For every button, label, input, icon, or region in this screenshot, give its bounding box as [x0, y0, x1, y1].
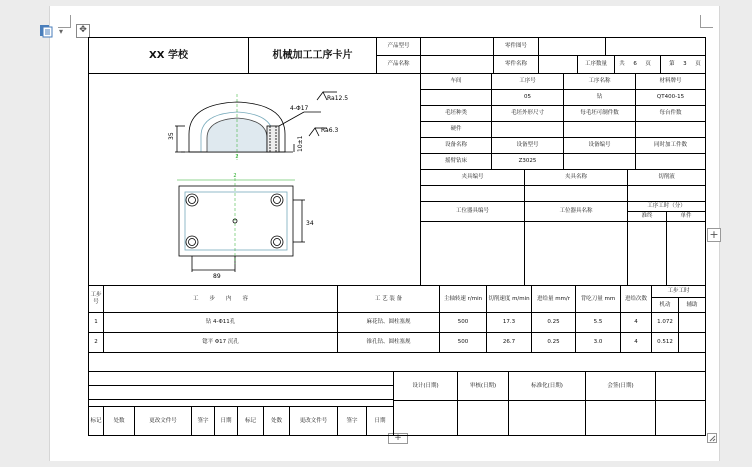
parts-per-blank-label: 每毛坯可制件数: [563, 105, 636, 122]
dim-holes-text: 4-Φ17: [290, 105, 309, 112]
roughness-1-text: Ra12.5: [327, 95, 349, 102]
page-label: 第: [669, 61, 675, 68]
cut-speed-header: 切削速度 m/min: [486, 285, 532, 313]
school-name: XX 学校: [88, 37, 249, 74]
total-label: 共: [619, 61, 625, 68]
step-no-header: 工步号: [88, 285, 104, 313]
op-no-label: 工序号: [491, 73, 564, 90]
blank-type-label: 毛坯种类: [420, 105, 492, 122]
date-label: 日期: [214, 406, 238, 436]
station-tool-no-value[interactable]: [420, 221, 525, 286]
sign-label: 签字: [337, 406, 367, 436]
design-label: 设计(日期): [393, 371, 458, 401]
part-name-value[interactable]: [538, 55, 578, 74]
step-machine-time[interactable]: 1.072: [651, 312, 679, 333]
empty-step-row[interactable]: [88, 352, 706, 372]
step-content[interactable]: 钻 4-Φ11孔: [103, 312, 338, 333]
standard-sign-cell[interactable]: [508, 400, 586, 436]
add-row-icon[interactable]: +: [388, 433, 408, 444]
svg-text:2: 2: [235, 154, 239, 160]
process-count-label: 工序数量: [577, 55, 615, 74]
depth-header: 背吃刀量 mm: [575, 285, 621, 313]
station-tool-name-value[interactable]: [524, 221, 628, 286]
simul-parts-value[interactable]: [635, 153, 706, 170]
step-depth[interactable]: 5.5: [575, 312, 621, 333]
unit-time-label: 单件: [666, 211, 706, 222]
step-equipment[interactable]: 麻花钻、圆柱塞规: [337, 312, 440, 333]
blank-size-label: 毛坯外形尺寸: [491, 105, 564, 122]
footer-blank-row: [88, 371, 394, 386]
fixture-no-label: 夹具编号: [420, 169, 525, 186]
product-name-value[interactable]: [420, 55, 494, 74]
step-no: 1: [88, 312, 104, 333]
step-time-header: 工步工时: [651, 285, 706, 298]
unit-time-value[interactable]: [666, 221, 706, 286]
op-name-value[interactable]: 钻: [563, 89, 636, 106]
drill-press-model[interactable]: Z3025: [491, 153, 564, 170]
product-name-label: 产品名称: [376, 55, 421, 74]
step-aux-time[interactable]: [678, 332, 706, 353]
card-title: 机械加工工序卡片: [248, 37, 377, 74]
equipment-header: 工 艺 装 备: [337, 285, 440, 313]
parts-per-blank-value[interactable]: [563, 121, 636, 138]
step-feed[interactable]: 0.25: [531, 312, 576, 333]
standard-label: 标准化(日期): [508, 371, 586, 401]
table-resize-icon[interactable]: [707, 433, 717, 443]
step-content-header: 工 步 内 容: [103, 285, 338, 313]
prep-end-label: 准终: [627, 211, 667, 222]
step-no: 2: [88, 332, 104, 353]
equip-name-label: 设备名称: [420, 137, 492, 154]
step-depth[interactable]: 3.0: [575, 332, 621, 353]
per-unit-value[interactable]: [635, 121, 706, 138]
blank-top-right: [605, 37, 706, 56]
drawing-area: [88, 73, 421, 286]
footer-blank-row: [88, 385, 394, 400]
part-name-label: 零件名称: [493, 55, 539, 74]
page-unit: 页: [645, 61, 651, 68]
material-value[interactable]: QT400-15: [635, 89, 706, 106]
page-no: 3: [683, 61, 687, 68]
workshop-label: 车间: [420, 73, 492, 90]
workshop-value[interactable]: [420, 89, 492, 106]
review-label: 审核(日期): [457, 371, 509, 401]
step-speed[interactable]: 500: [439, 332, 487, 353]
design-sign-cell[interactable]: [393, 400, 458, 436]
part-drawing-no-value[interactable]: [538, 37, 606, 56]
material-label: 材料牌号: [635, 73, 706, 90]
passes-header: 进给次数: [620, 285, 652, 313]
feed-header: 进给量 mm/r: [531, 285, 576, 313]
prep-end-value[interactable]: [627, 221, 667, 286]
countersign-label: 会签(日期): [585, 371, 656, 401]
footer-blank-cell: [655, 400, 706, 436]
change-doc-label: 更改文件号: [134, 406, 192, 436]
step-cut[interactable]: 26.7: [486, 332, 532, 353]
step-passes[interactable]: 4: [620, 332, 652, 353]
dim-bottom-text: 89: [213, 273, 221, 280]
op-no-value[interactable]: 05: [491, 89, 564, 106]
spindle-speed-header: 主轴转速 r/min: [439, 285, 487, 313]
blank-size-value[interactable]: [491, 121, 564, 138]
equip-no-value[interactable]: [563, 153, 636, 170]
dim-right-text: 10±1: [297, 135, 304, 152]
drill-press-label: 摇臂钻床: [420, 153, 492, 170]
machine-time-header: 机动: [651, 297, 679, 313]
crop-mark-top-right: [700, 15, 713, 28]
aux-time-header: 辅助: [678, 297, 706, 313]
product-model-label: 产品型号: [376, 37, 421, 56]
part-drawing: [89, 74, 420, 285]
sign-label: 签字: [191, 406, 215, 436]
part-drawing-no-label: 零件图号: [493, 37, 539, 56]
table-move-handle-icon[interactable]: ✥: [76, 24, 90, 38]
mark-label: 标记: [237, 406, 264, 436]
step-aux-time[interactable]: [678, 312, 706, 333]
footer-blank-cell: [655, 371, 706, 401]
hardness-label: 硬件: [420, 121, 492, 138]
dim-side-text: 34: [306, 220, 314, 227]
change-doc-label: 更改文件号: [289, 406, 338, 436]
step-cut[interactable]: 17.3: [486, 312, 532, 333]
review-sign-cell[interactable]: [457, 400, 509, 436]
coolant-label: 切削液: [627, 169, 706, 186]
chevron-down-icon[interactable]: ▾: [59, 27, 64, 36]
step-passes[interactable]: 4: [620, 312, 652, 333]
total-pages: 6: [633, 61, 637, 68]
simul-parts-label: 同时加工件数: [635, 137, 706, 154]
svg-text:2: 2: [233, 173, 237, 179]
dim-left-text: 35: [168, 132, 175, 140]
mark-label: 标记: [88, 406, 104, 436]
date-label: 日期: [366, 406, 394, 436]
count-label: 处数: [103, 406, 135, 436]
fixture-name-value[interactable]: [524, 185, 628, 202]
product-model-value[interactable]: [420, 37, 494, 56]
station-tool-name-label: 工位器具名称: [524, 201, 628, 222]
step-feed[interactable]: 0.25: [531, 332, 576, 353]
equip-model-label: 设备型号: [491, 137, 564, 154]
step-speed[interactable]: 500: [439, 312, 487, 333]
coolant-value[interactable]: [627, 185, 706, 202]
fixture-no-value[interactable]: [420, 185, 525, 202]
equip-no-label: 设备编号: [563, 137, 636, 154]
station-tool-no-label: 工位器具编号: [420, 201, 525, 222]
paste-options-icon[interactable]: [39, 24, 53, 38]
per-unit-label: 每台件数: [635, 105, 706, 122]
add-column-icon[interactable]: +: [707, 228, 721, 242]
op-time-label: 工序工时（分）: [627, 201, 706, 212]
page-count: [614, 55, 706, 74]
count-label: 处数: [263, 406, 290, 436]
page-unit: 页: [695, 61, 701, 68]
step-machine-time[interactable]: 0.512: [651, 332, 679, 353]
fixture-name-label: 夹具名称: [524, 169, 628, 186]
op-name-label: 工序名称: [563, 73, 636, 90]
step-content[interactable]: 锪平 Φ17 沉孔: [103, 332, 338, 353]
countersign-cell[interactable]: [585, 400, 656, 436]
roughness-2-text: Ra6.3: [321, 127, 339, 134]
step-equipment[interactable]: 锥孔钻、圆柱塞规: [337, 332, 440, 353]
